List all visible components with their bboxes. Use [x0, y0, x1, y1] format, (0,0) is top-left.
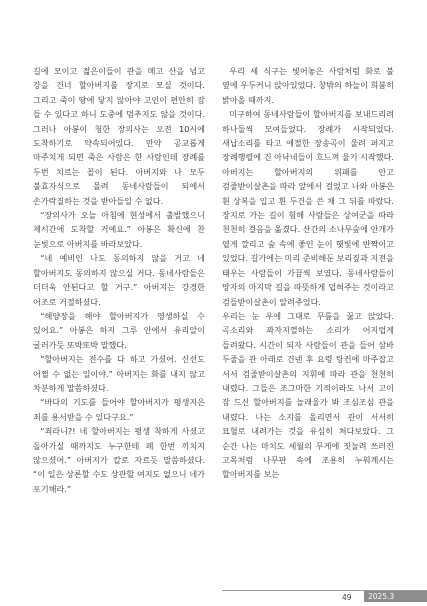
- paragraph: 미구하여 동네사람들이 할아버지를 보내드리려 하나둘씩 모여들었다. 장례가 시작되었다. 새납소리를 타고 애절한 장송곡이 울려 퍼지고 장례행렬에 건 아낙네들이 흐느껴 울기 시작했다. 아버지는 할아버지의 위패를 안고 검줄받이살촌을 따라 앞에서 걸었고 나와 아봉은 흰 상복을 입고 흰 두건을 쓴 채 그 뒤를 따랐다. 장지로 가는 길이 험해 사람들은 상여군을 따라 천천히 걸음을 옮겼다. 산간의 소나무숲에 안개가 옅게 깔리고 숲 속에 좋인 눈이 햇빛에 반짝이고 있었다. 길가에는 미리 준비해둔 보리짚과 지전을 태우는 사람들이 가끔씩 보였다. 동네사람들이 망자의 마지막 길을 따뜻하게 덥혀주는 것이라고 검들받이살촌이 알려주었다.: [222, 109, 394, 307]
- paragraph: 길에 모이고 젊은이들이 관을 메고 산을 넘고 강을 건너 할아버지를 장지로 모실 것이다. 그리고 죽이 땅에 닿지 않아야 고인이 편안히 잠 들 수 있다고 하니 도중에 멈추지도 않을 것이다. 그러나 아봉이 청한 장의사는 오전 10시에 도착하기로 약속되어있다. 만약 공교롭게 마주치게 되면 죽은 사람은 한 사람인데 장례를 두번 치르는 꼴이 된다. 아버지와 나 모두 불효자식으로 몰려 동네사람들이 되에서 손가락질하는 것을 받아들일 수 없다.: [33, 66, 205, 206]
- paragraph: “해양장을 해야 할아버지가 영생하실 수 있어요.” 아봉은 하지 그루 안에서 유리알이 굴러가듯 또박또박 말했다.: [33, 310, 205, 350]
- paragraph: “죄라니?! 네 할아버지는 평생 착하게 사셨고 돌아가실 때까지도 누구한테 폐 한번 끼치지 않으셨어.” 아버지가 칼로 자르듯 말씀하셨다. “이 일은 상론할 수도 상관할 여지도 없으니 네가 포기해라.”: [33, 426, 205, 494]
- paragraph: “네 예비인 나도 동의하지 않을 거고 네 할아버지도 동의하지 않으실 거다. 동네사람들은 더더욱 안된다고 할 거구.” 아버지는 강경한 어조로 거절하셨다.: [33, 253, 205, 307]
- paragraph: “할아버지는 전수를 다 하고 가셨어. 신선도 어쩔 수 없는 일이야.” 아버지는 화를 내지 않고 차분하게 말씀하셨다.: [33, 354, 205, 393]
- paragraph: “바다의 기도를 들어야 할아버지가 평생지은 죄를 용서받을 수 있다구요.”: [33, 397, 205, 422]
- paragraph: “장의사가 오늘 아침에 현성에서 출발했으니 제시간에 도착할 거예요.” 아봉은 확신에 찬 눈빛으로 아버지를 바라보았다.: [33, 210, 205, 249]
- paragraph: 우리는 눈 우에 그대로 무릎을 꿇고 앉았다. 곡소리와 꽈자지껄하는 소리가 어지럽게 들려왔다. 시간이 되자 사람들이 관을 들어 삼바 두줄을 관 아래로 건넨 후 요령 탕컨에 마주잡고 서서 검줄받이살촌의 지휘에 따라 관을 천천히 내렸다. 그들은 조그마한 기적이라도 나서 고이 잠 드신 할아버지를 놀래울가 봐 조심조심 관을 내렸다. 나는 소지를 올리면서 관이 서서히 묘혈로 내려가는 것을 유심히 쳐다보았다. 그 순간 나는 마치도 세월의 무게에 짓눌려 쓰러진 고목처럼 나무판 속에 조용히 누워계시는 할아버지를 보는: [222, 310, 394, 480]
- paragraph: 우리 세 식구는 빛어놓은 사람처럼 화로 불 옆에 우두커니 앉아있었다. 창밖의 하늘이 희붐히 밝아올 때까지.: [222, 66, 394, 105]
- right-text-column: [222, 64, 394, 482]
- issue-badge: 2025.3: [364, 591, 427, 602]
- page-number: 49: [342, 593, 352, 602]
- page-footer: [0, 590, 427, 606]
- left-text-column: [33, 64, 205, 496]
